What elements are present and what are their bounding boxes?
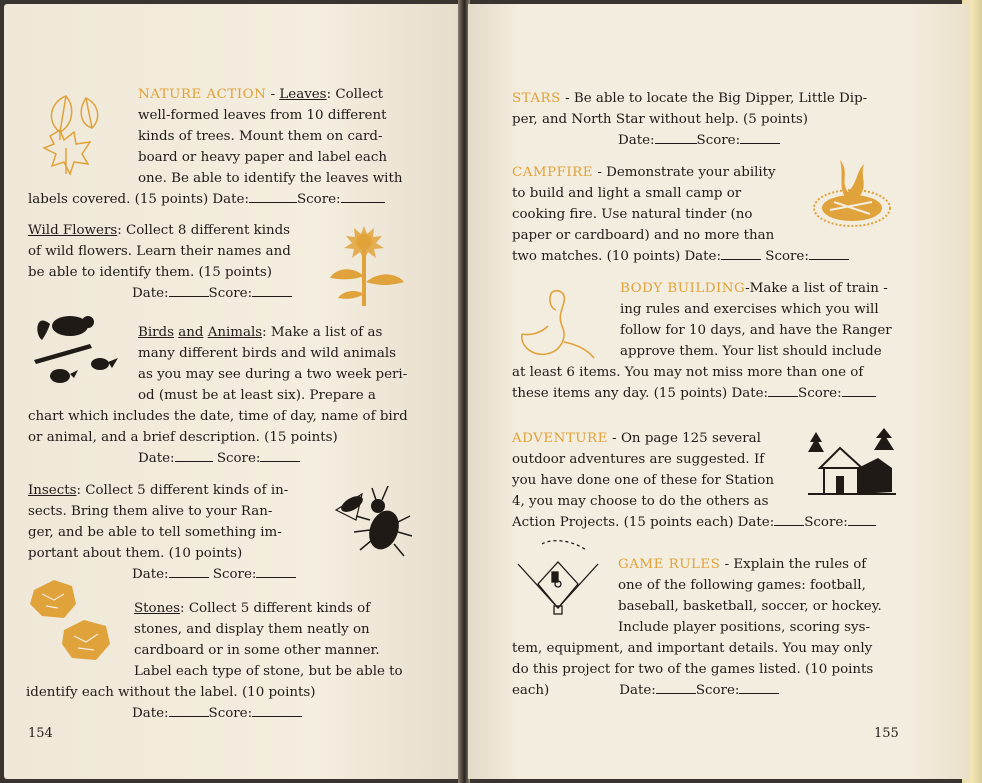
- squirrel-birds-icon: [30, 304, 122, 390]
- adventure-section: [512, 428, 790, 512]
- nature-line: kinds of trees. Mount them on card-: [138, 129, 383, 144]
- score-blank[interactable]: [260, 449, 300, 462]
- stones-icon: [24, 576, 116, 668]
- score-blank[interactable]: [809, 247, 849, 260]
- body-line1: -Make a list of train -: [745, 281, 888, 296]
- wild-line: be able to identify them. (15 points): [28, 265, 272, 280]
- insects-section: [28, 480, 322, 585]
- score-label: Score:: [695, 683, 740, 698]
- baseball-diamond-icon: [512, 536, 604, 618]
- score-blank[interactable]: [252, 284, 292, 297]
- stones-date-row: [26, 703, 416, 724]
- campfire-last-line: [512, 246, 902, 267]
- dash: -: [270, 87, 276, 102]
- game-last-pre: each): [512, 683, 550, 698]
- date-label: Date:: [138, 451, 175, 466]
- score-label: Score:: [798, 386, 842, 401]
- game-line: baseball, basketball, soccer, or hockey.: [618, 599, 882, 614]
- adventure-last-line: [512, 512, 902, 533]
- insects-line: sects. Bring them alive to your Ran-: [28, 504, 273, 519]
- stars-heading: STARS: [512, 91, 561, 106]
- adventure-heading: ADVENTURE: [512, 431, 608, 446]
- date-blank[interactable]: [249, 190, 297, 203]
- stars-line: per, and North Star without help. (5 points): [512, 112, 809, 127]
- left-page: [4, 4, 460, 779]
- score-label: Score:: [765, 249, 809, 264]
- birds-line: od (must be at least six). Prepare a: [138, 388, 376, 403]
- birds-heading: Birds: [138, 325, 174, 340]
- score-label: Score:: [216, 451, 261, 466]
- insects-heading: Insects: [28, 483, 77, 498]
- birds-line: many different birds and wild animals: [138, 346, 396, 361]
- date-label: Date:: [619, 683, 656, 698]
- stars-line1: - Be able to locate the Big Dipper, Little Dip-: [560, 91, 868, 106]
- body-line: ing rules and exercises which you will: [620, 302, 879, 317]
- body-line: at least 6 items. You may not miss more than one of: [512, 365, 864, 380]
- adventure-line: 4, you may choose to do the others as: [512, 494, 769, 509]
- game-line: tem, equipment, and important details. You may only: [512, 641, 873, 656]
- wild-line1: : Collect 8 different kinds: [117, 223, 291, 238]
- campfire-heading: CAMPFIRE: [512, 165, 594, 180]
- nature-line: board or heavy paper and label each: [138, 150, 387, 165]
- birds-line: chart which includes the date, time of day, name of bird: [28, 409, 408, 424]
- cabin-icon: [806, 428, 898, 498]
- birds-animals-section: [138, 322, 416, 406]
- body-continued: [512, 362, 902, 404]
- score-label: Score:: [804, 515, 848, 530]
- animals-heading: Animals: [207, 325, 263, 340]
- date-label: Date:: [618, 133, 655, 148]
- score-label: Score:: [296, 192, 341, 207]
- body-line: follow for 10 days, and have the Ranger: [620, 323, 892, 338]
- insects-line: ger, and be able to tell something im-: [28, 525, 282, 540]
- stones-heading: Stones: [134, 601, 181, 616]
- birds-date-row: [28, 448, 418, 469]
- insects-line1: : Collect 5 different kinds of in-: [76, 483, 289, 498]
- nature-line: one. Be able to identify the leaves with: [138, 171, 403, 186]
- date-label: Date:: [132, 567, 169, 582]
- date-blank[interactable]: [169, 284, 209, 297]
- score-blank[interactable]: [252, 704, 302, 717]
- right-page: [468, 4, 970, 779]
- insects-line: portant about them. (10 points): [28, 546, 243, 561]
- wild-flowers-heading: Wild Flowers: [28, 223, 118, 238]
- nature-line: well-formed leaves from 10 different: [138, 108, 387, 123]
- date-blank[interactable]: [655, 131, 697, 144]
- campfire-section: [512, 162, 790, 246]
- stones-line: cardboard or in some other manner.: [134, 643, 380, 658]
- stones-line1: : Collect 5 different kinds of: [180, 601, 371, 616]
- wild-line: of wild flowers. Learn their names and: [28, 244, 291, 259]
- score-blank[interactable]: [842, 384, 876, 397]
- score-label: Score:: [212, 567, 257, 582]
- body-last-text: these items any day. (15 points) Date:: [512, 386, 769, 401]
- score-label: Score:: [208, 286, 253, 301]
- birds-continued: [28, 406, 418, 469]
- stars-section: [512, 88, 900, 151]
- score-label: Score:: [208, 706, 253, 721]
- date-blank[interactable]: [768, 384, 798, 397]
- date-blank[interactable]: [721, 247, 761, 260]
- date-label: Date:: [132, 286, 169, 301]
- score-blank[interactable]: [739, 681, 779, 694]
- birds-line: or animal, and a brief description. (15 points): [28, 430, 338, 445]
- birds-line1: : Make a list of as: [262, 325, 383, 340]
- leaves-icon: [36, 88, 108, 178]
- campfire-line: to build and light a small camp or: [512, 186, 742, 201]
- date-blank[interactable]: [175, 449, 213, 462]
- game-line1: - Explain the rules of: [720, 557, 867, 572]
- date-label: Date:: [132, 706, 169, 721]
- adventure-last-text: Action Projects. (15 points each) Date:: [512, 515, 775, 530]
- game-line: Include player positions, scoring sys-: [618, 620, 870, 635]
- game-rules-heading: GAME RULES: [618, 557, 721, 572]
- adventure-line: outdoor adventures are suggested. If: [512, 452, 765, 467]
- score-blank[interactable]: [256, 565, 296, 578]
- page-number-left: 154: [28, 726, 53, 741]
- stones-section: [134, 598, 416, 682]
- date-blank[interactable]: [169, 704, 209, 717]
- flexed-arm-icon: [512, 282, 598, 362]
- beetle-wasp-icon: [326, 480, 414, 562]
- body-building-heading: BODY BUILDING: [620, 281, 746, 296]
- nature-action-heading: NATURE ACTION: [138, 87, 267, 102]
- campfire-line: cooking fire. Use natural tinder (no: [512, 207, 753, 222]
- wild-date-row: [28, 283, 314, 304]
- leaves-subheading: Leaves: [279, 87, 327, 102]
- campfire-last-text: two matches. (10 points) Date:: [512, 249, 721, 264]
- stars-date-row: [512, 130, 900, 151]
- game-rules-section: [618, 554, 898, 638]
- score-blank[interactable]: [341, 190, 385, 203]
- game-line: do this project for two of the games listed. (10 points: [512, 662, 874, 677]
- date-blank[interactable]: [656, 681, 696, 694]
- body-line: approve them. Your list should include: [620, 344, 882, 359]
- adventure-line: you have done one of these for Station: [512, 473, 774, 488]
- nature-last-line: [28, 189, 418, 210]
- and-word: and: [178, 325, 204, 340]
- score-blank[interactable]: [740, 131, 780, 144]
- campfire-line1: - Demonstrate your ability: [593, 165, 776, 180]
- adventure-line1: - On page 125 several: [607, 431, 761, 446]
- sunflower-icon: [324, 220, 412, 308]
- nature-action-section: [138, 84, 416, 189]
- stones-line: Label each type of stone, but be able to: [134, 664, 403, 679]
- nature-line1: : Collect: [326, 87, 384, 102]
- stones-line: identify each without the label. (10 points): [26, 685, 316, 700]
- stones-continued: [26, 682, 416, 724]
- campfire-icon: [810, 152, 894, 232]
- birds-line: as you may see during a two week peri-: [138, 367, 408, 382]
- game-line: one of the following games: football,: [618, 578, 866, 593]
- score-label: Score:: [696, 133, 741, 148]
- body-building-section: [620, 278, 898, 362]
- wild-flowers-section: [28, 220, 314, 304]
- date-blank[interactable]: [774, 513, 804, 526]
- nature-last-text: labels covered. (15 points) Date:: [28, 192, 249, 207]
- date-blank[interactable]: [169, 565, 209, 578]
- game-continued: [512, 638, 902, 701]
- campfire-line: paper or cardboard) and no more than: [512, 228, 775, 243]
- page-number-right: 155: [874, 726, 899, 741]
- stones-line: stones, and display them neatly on: [134, 622, 370, 637]
- score-blank[interactable]: [848, 513, 876, 526]
